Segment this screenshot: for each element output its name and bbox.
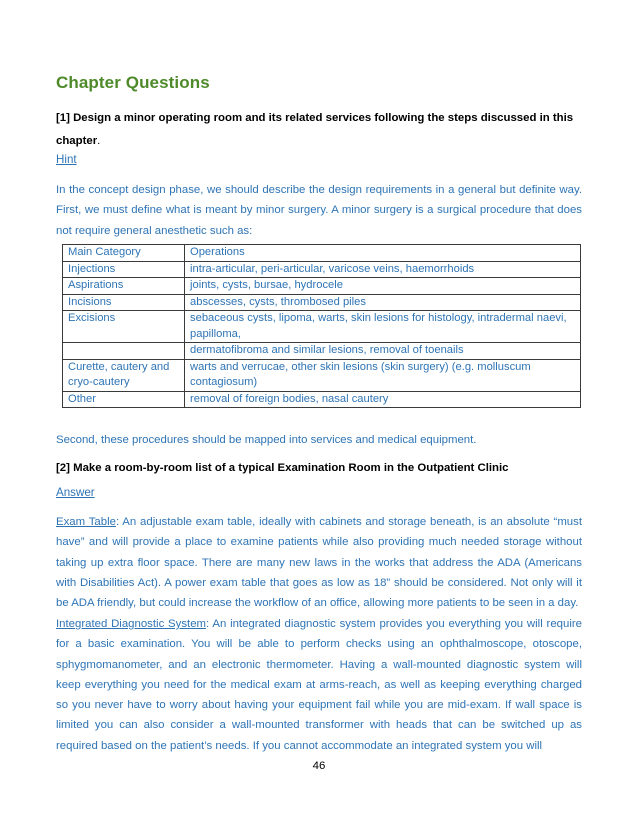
row-operations: abscesses, cysts, thrombosed piles bbox=[185, 294, 581, 311]
row-operations: dermatofibroma and similar lesions, removal of toenails bbox=[185, 343, 581, 360]
table-row bbox=[63, 311, 581, 343]
question-1-line-2-text: chapter bbox=[56, 135, 98, 147]
diagnostic-system-title: Integrated Diagnostic System bbox=[56, 618, 207, 630]
question-2: [2] Make a room-by-room list of a typical Examination Room in the Outpatient Clinic bbox=[56, 462, 509, 474]
header-operations: Operations bbox=[185, 245, 581, 262]
question-1-line-2 bbox=[56, 130, 586, 153]
intro-paragraph: In the concept design phase, we should describe the design requirements in a general but definite way. First, we must define what is meant by minor surgery. A minor surgery is a surgical procedure that does not require general anesthetic such as: bbox=[56, 184, 582, 237]
table-row bbox=[63, 391, 581, 408]
table-row bbox=[63, 294, 581, 311]
exam-table-body: : An adjustable exam table, ideally with cabinets and storage beneath, is an absolute “must have” and will provide a place to examine patients while also providing much needed storage without taking up extra floor space. There are many new laws in the works that address the ADA (Americans with Disabilities Act). A power exam table that goes as low as 18” should be considered. Not only will it be ADA friendly, but could increase the workflow of an office, allowing more patients to be seen in a day. bbox=[56, 516, 583, 610]
row-operations: removal of foreign bodies, nasal cautery bbox=[185, 391, 581, 408]
page-number: 46 bbox=[312, 760, 326, 772]
exam-table-paragraph bbox=[56, 512, 582, 613]
table-header-row bbox=[63, 245, 581, 262]
question-1-line-1: [1] Design a minor operating room and its related services following the steps discussed in this bbox=[56, 112, 574, 124]
minor-surgery-table bbox=[62, 244, 581, 408]
row-category bbox=[63, 343, 185, 360]
row-category: Aspirations bbox=[63, 278, 185, 295]
row-operations: intra-articular, peri-articular, varicose veins, haemorrhoids bbox=[185, 261, 581, 278]
row-category: Curette, cautery and cryo-cautery bbox=[63, 359, 185, 391]
row-operations: joints, cysts, bursae, hydrocele bbox=[185, 278, 581, 295]
table-row bbox=[63, 278, 581, 295]
row-operations: sebaceous cysts, lipoma, warts, skin lesions for histology, intradermal naevi, papilloma, bbox=[185, 311, 581, 343]
table-row bbox=[63, 359, 581, 391]
diagnostic-system-body: : An integrated diagnostic system provides you everything you will require for a basic examination. You will be able to perform checks using an ophthalmoscope, otoscope, sphygmomanometer, and an electronic thermometer. Having a wall-mounted diagnostic system will keep everything you need for the medical exam at arms-reach, as well as keeping everything charged so you never have to worry about having your equipment fail while you are mid-exam. If wall space is limited you can also consider a wall-mounted transformer with heads that can be switched up as required based on the patient’s needs. If you cannot accommodate an integrated system you will bbox=[56, 618, 582, 752]
row-operations: warts and verrucae, other skin lesions (skin surgery) (e.g. molluscum contagiosum) bbox=[185, 359, 581, 391]
exam-table-title: Exam Table bbox=[56, 516, 116, 528]
row-category: Incisions bbox=[63, 294, 185, 311]
diagnostic-system-paragraph bbox=[56, 614, 582, 756]
question-1 bbox=[56, 107, 586, 153]
hint-link[interactable]: Hint bbox=[56, 153, 77, 166]
row-category: Excisions bbox=[63, 311, 185, 343]
table-row bbox=[63, 261, 581, 278]
second-paragraph: Second, these procedures should be mapped into services and medical equipment. bbox=[56, 434, 477, 446]
table-row bbox=[63, 343, 581, 360]
answer-link[interactable]: Answer bbox=[56, 486, 95, 499]
row-category: Injections bbox=[63, 261, 185, 278]
row-category: Other bbox=[63, 391, 185, 408]
header-category: Main Category bbox=[63, 245, 185, 262]
chapter-heading: Chapter Questions bbox=[56, 73, 210, 92]
question-1-period: . bbox=[97, 135, 101, 147]
